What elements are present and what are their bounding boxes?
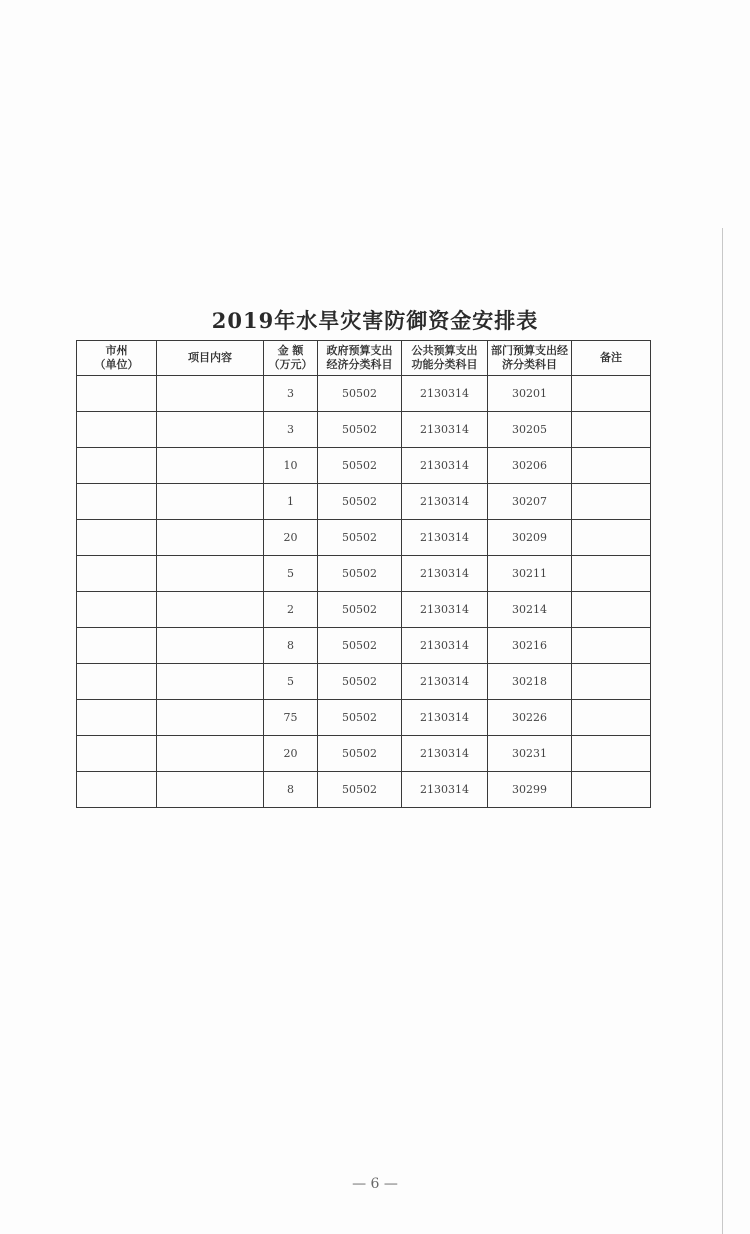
cell-region: [77, 448, 157, 484]
cell-remarks: [572, 772, 651, 808]
cell-gov-econ-code: 50502: [318, 664, 402, 700]
table-row: [77, 700, 651, 736]
cell-amount: 8: [264, 772, 318, 808]
cell-region: [77, 592, 157, 628]
cell-gov-econ-code: 50502: [318, 484, 402, 520]
header-public-func-code: [402, 341, 488, 376]
cell-gov-econ-code: 50502: [318, 412, 402, 448]
table-row: [77, 772, 651, 808]
cell-amount: 20: [264, 520, 318, 556]
cell-gov-econ-code: 50502: [318, 520, 402, 556]
cell-dept-econ-code: 30299: [488, 772, 572, 808]
cell-region: [77, 664, 157, 700]
cell-gov-econ-code: 50502: [318, 592, 402, 628]
header-line: 济分类科目: [502, 358, 557, 371]
table-row: [77, 376, 651, 412]
cell-region: [77, 412, 157, 448]
cell-remarks: [572, 448, 651, 484]
cell-public-func-code: 2130314: [402, 628, 488, 664]
header-line: （单位）: [94, 358, 139, 371]
cell-gov-econ-code: 50502: [318, 628, 402, 664]
table-row: [77, 592, 651, 628]
header-project: [157, 341, 264, 376]
table-row: [77, 484, 651, 520]
cell-public-func-code: 2130314: [402, 520, 488, 556]
header-line: 备注: [600, 351, 622, 364]
cell-dept-econ-code: 30214: [488, 592, 572, 628]
cell-dept-econ-code: 30205: [488, 412, 572, 448]
cell-dept-econ-code: 30216: [488, 628, 572, 664]
cell-region: [77, 700, 157, 736]
cell-project: [157, 520, 264, 556]
cell-dept-econ-code: 30218: [488, 664, 572, 700]
cell-gov-econ-code: 50502: [318, 736, 402, 772]
cell-gov-econ-code: 50502: [318, 772, 402, 808]
header-line: 功能分类科目: [411, 358, 478, 371]
table-row: [77, 520, 651, 556]
cell-dept-econ-code: 30206: [488, 448, 572, 484]
cell-region: [77, 628, 157, 664]
cell-remarks: [572, 412, 651, 448]
table-row: [77, 664, 651, 700]
cell-dept-econ-code: 30226: [488, 700, 572, 736]
cell-public-func-code: 2130314: [402, 448, 488, 484]
cell-region: [77, 736, 157, 772]
table-row: [77, 628, 651, 664]
cell-public-func-code: 2130314: [402, 592, 488, 628]
cell-region: [77, 376, 157, 412]
cell-remarks: [572, 664, 651, 700]
cell-project: [157, 484, 264, 520]
table-row: [77, 412, 651, 448]
table-row: [77, 448, 651, 484]
cell-project: [157, 556, 264, 592]
cell-remarks: [572, 628, 651, 664]
cell-region: [77, 556, 157, 592]
cell-amount: 10: [264, 448, 318, 484]
cell-remarks: [572, 520, 651, 556]
header-line: 公共预算支出: [411, 344, 478, 357]
header-line: 市州: [105, 344, 128, 357]
cell-gov-econ-code: 50502: [318, 556, 402, 592]
cell-gov-econ-code: 50502: [318, 448, 402, 484]
cell-project: [157, 664, 264, 700]
table-body: [77, 376, 651, 808]
cell-remarks: [572, 376, 651, 412]
cell-project: [157, 448, 264, 484]
header-dept-econ-code: [488, 341, 572, 376]
cell-public-func-code: 2130314: [402, 484, 488, 520]
cell-project: [157, 412, 264, 448]
cell-region: [77, 484, 157, 520]
cell-amount: 1: [264, 484, 318, 520]
cell-amount: 3: [264, 412, 318, 448]
cell-public-func-code: 2130314: [402, 412, 488, 448]
page-edge-divider: [722, 228, 723, 1234]
cell-remarks: [572, 484, 651, 520]
allocation-table: [76, 340, 651, 808]
cell-region: [77, 520, 157, 556]
header-region: [77, 341, 157, 376]
header-gov-econ-code: [318, 341, 402, 376]
cell-project: [157, 628, 264, 664]
cell-remarks: [572, 700, 651, 736]
cell-dept-econ-code: 30201: [488, 376, 572, 412]
cell-public-func-code: 2130314: [402, 556, 488, 592]
cell-remarks: [572, 556, 651, 592]
header-line: 部门预算支出经: [491, 344, 568, 357]
header-line: 经济分类科目: [326, 358, 393, 371]
cell-public-func-code: 2130314: [402, 700, 488, 736]
cell-region: [77, 772, 157, 808]
cell-amount: 75: [264, 700, 318, 736]
cell-amount: 2: [264, 592, 318, 628]
table-row: [77, 556, 651, 592]
cell-dept-econ-code: 30211: [488, 556, 572, 592]
header-remarks: [572, 341, 651, 376]
cell-remarks: [572, 592, 651, 628]
cell-public-func-code: 2130314: [402, 376, 488, 412]
cell-project: [157, 772, 264, 808]
cell-amount: 8: [264, 628, 318, 664]
header-line: 金 额: [277, 344, 304, 357]
cell-amount: 5: [264, 664, 318, 700]
cell-project: [157, 376, 264, 412]
cell-amount: 3: [264, 376, 318, 412]
cell-dept-econ-code: 30207: [488, 484, 572, 520]
cell-gov-econ-code: 50502: [318, 700, 402, 736]
cell-amount: 20: [264, 736, 318, 772]
cell-remarks: [572, 736, 651, 772]
page-number: — 6 —: [352, 1176, 398, 1192]
cell-dept-econ-code: 30209: [488, 520, 572, 556]
cell-project: [157, 700, 264, 736]
cell-project: [157, 736, 264, 772]
header-line: 项目内容: [188, 351, 232, 364]
cell-gov-econ-code: 50502: [318, 376, 402, 412]
page-title: 2019年水旱灾害防御资金安排表: [211, 308, 539, 333]
cell-amount: 5: [264, 556, 318, 592]
header-amount: [264, 341, 318, 376]
table-row: [77, 736, 651, 772]
header-line: （万元）: [268, 358, 313, 371]
table-header-row: [77, 341, 651, 376]
cell-dept-econ-code: 30231: [488, 736, 572, 772]
cell-public-func-code: 2130314: [402, 664, 488, 700]
cell-project: [157, 592, 264, 628]
cell-public-func-code: 2130314: [402, 772, 488, 808]
header-line: 政府预算支出: [326, 344, 393, 357]
cell-public-func-code: 2130314: [402, 736, 488, 772]
